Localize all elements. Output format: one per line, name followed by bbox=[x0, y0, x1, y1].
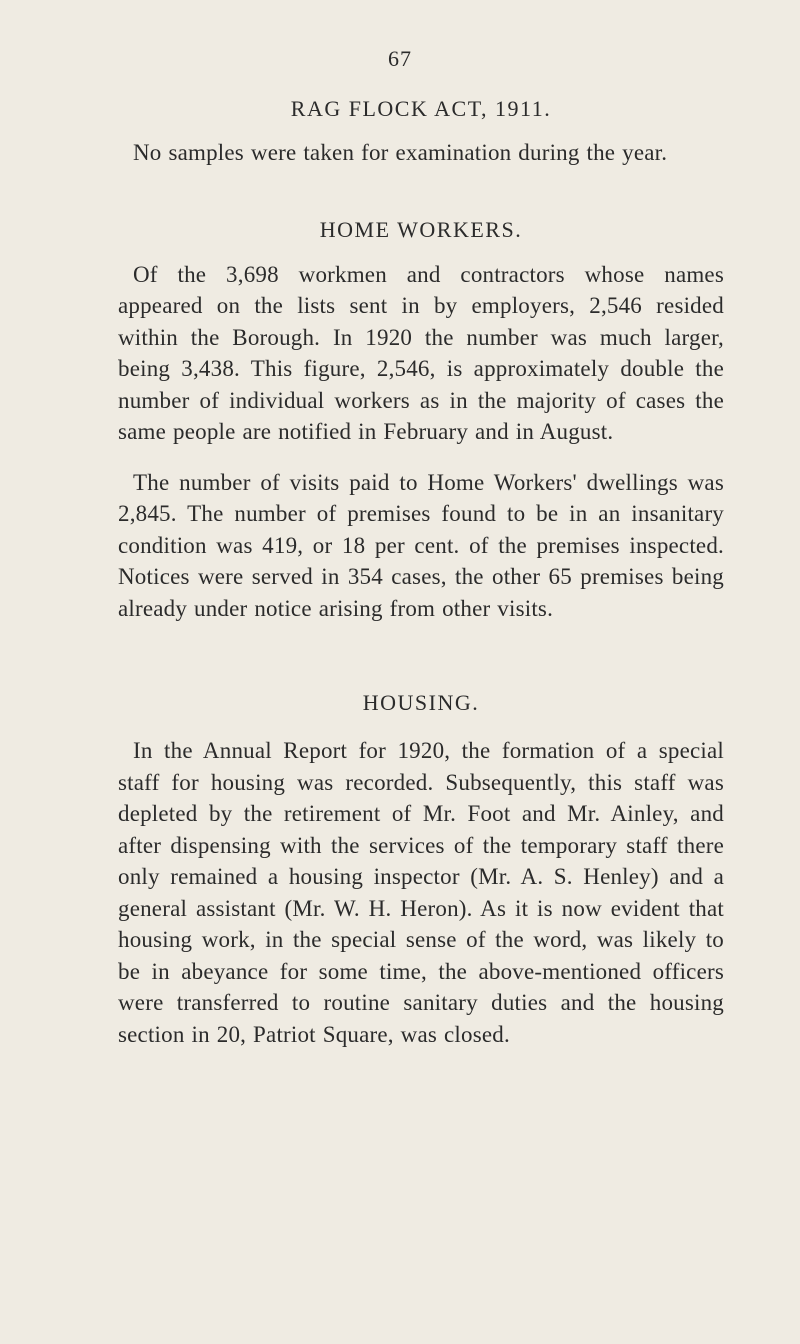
page-number: 67 bbox=[388, 46, 412, 71]
home-workers-paragraph-2: The number of visits paid to Home Workers' dwellings was 2,845. The number of premises found to be in an insanitary condition was 419, or 18 per cent. of the premises inspected. Notices were served in 354 cases, the other 65 premises being already under notice arising from other visits. bbox=[118, 469, 724, 621]
rag-flock-heading: RAG FLOCK ACT, 1911. bbox=[290, 96, 552, 121]
home-workers-paragraph-1: Of the 3,698 workmen and contractors whose names appeared on the lists sent in by employers, 2,546 resided within the Borough. In 1920 the number was much larger, being 3,438. This figure, 2,546, is approximately double the number of individual workers as in the majority of cases the same people are notified in February and in August. bbox=[118, 261, 724, 444]
page-body bbox=[118, 94, 724, 1050]
housing-heading: HOUSING. bbox=[362, 690, 480, 715]
rag-flock-paragraph: No samples were taken for examination during the year. bbox=[133, 140, 668, 165]
home-workers-heading: HOME WORKERS. bbox=[319, 216, 523, 242]
housing-paragraph: In the Annual Report for 1920, the formation of a special staff for housing was recorded. Subsequently, this staff was depleted by the retirement of Mr. Foot and Mr. Ainley, and after dispensing with the services of the temporary staff there only remained a housing inspector (Mr. A. S. Henley) and a general assistant (Mr. W. H. Heron). As it is now evident that housing work, in the special sense of the word, was likely to be in abeyance for some time, the above-mentioned officers were transferred to routine sanitary duties and the housing section in 20, Patriot Square, was closed. bbox=[118, 738, 724, 1047]
